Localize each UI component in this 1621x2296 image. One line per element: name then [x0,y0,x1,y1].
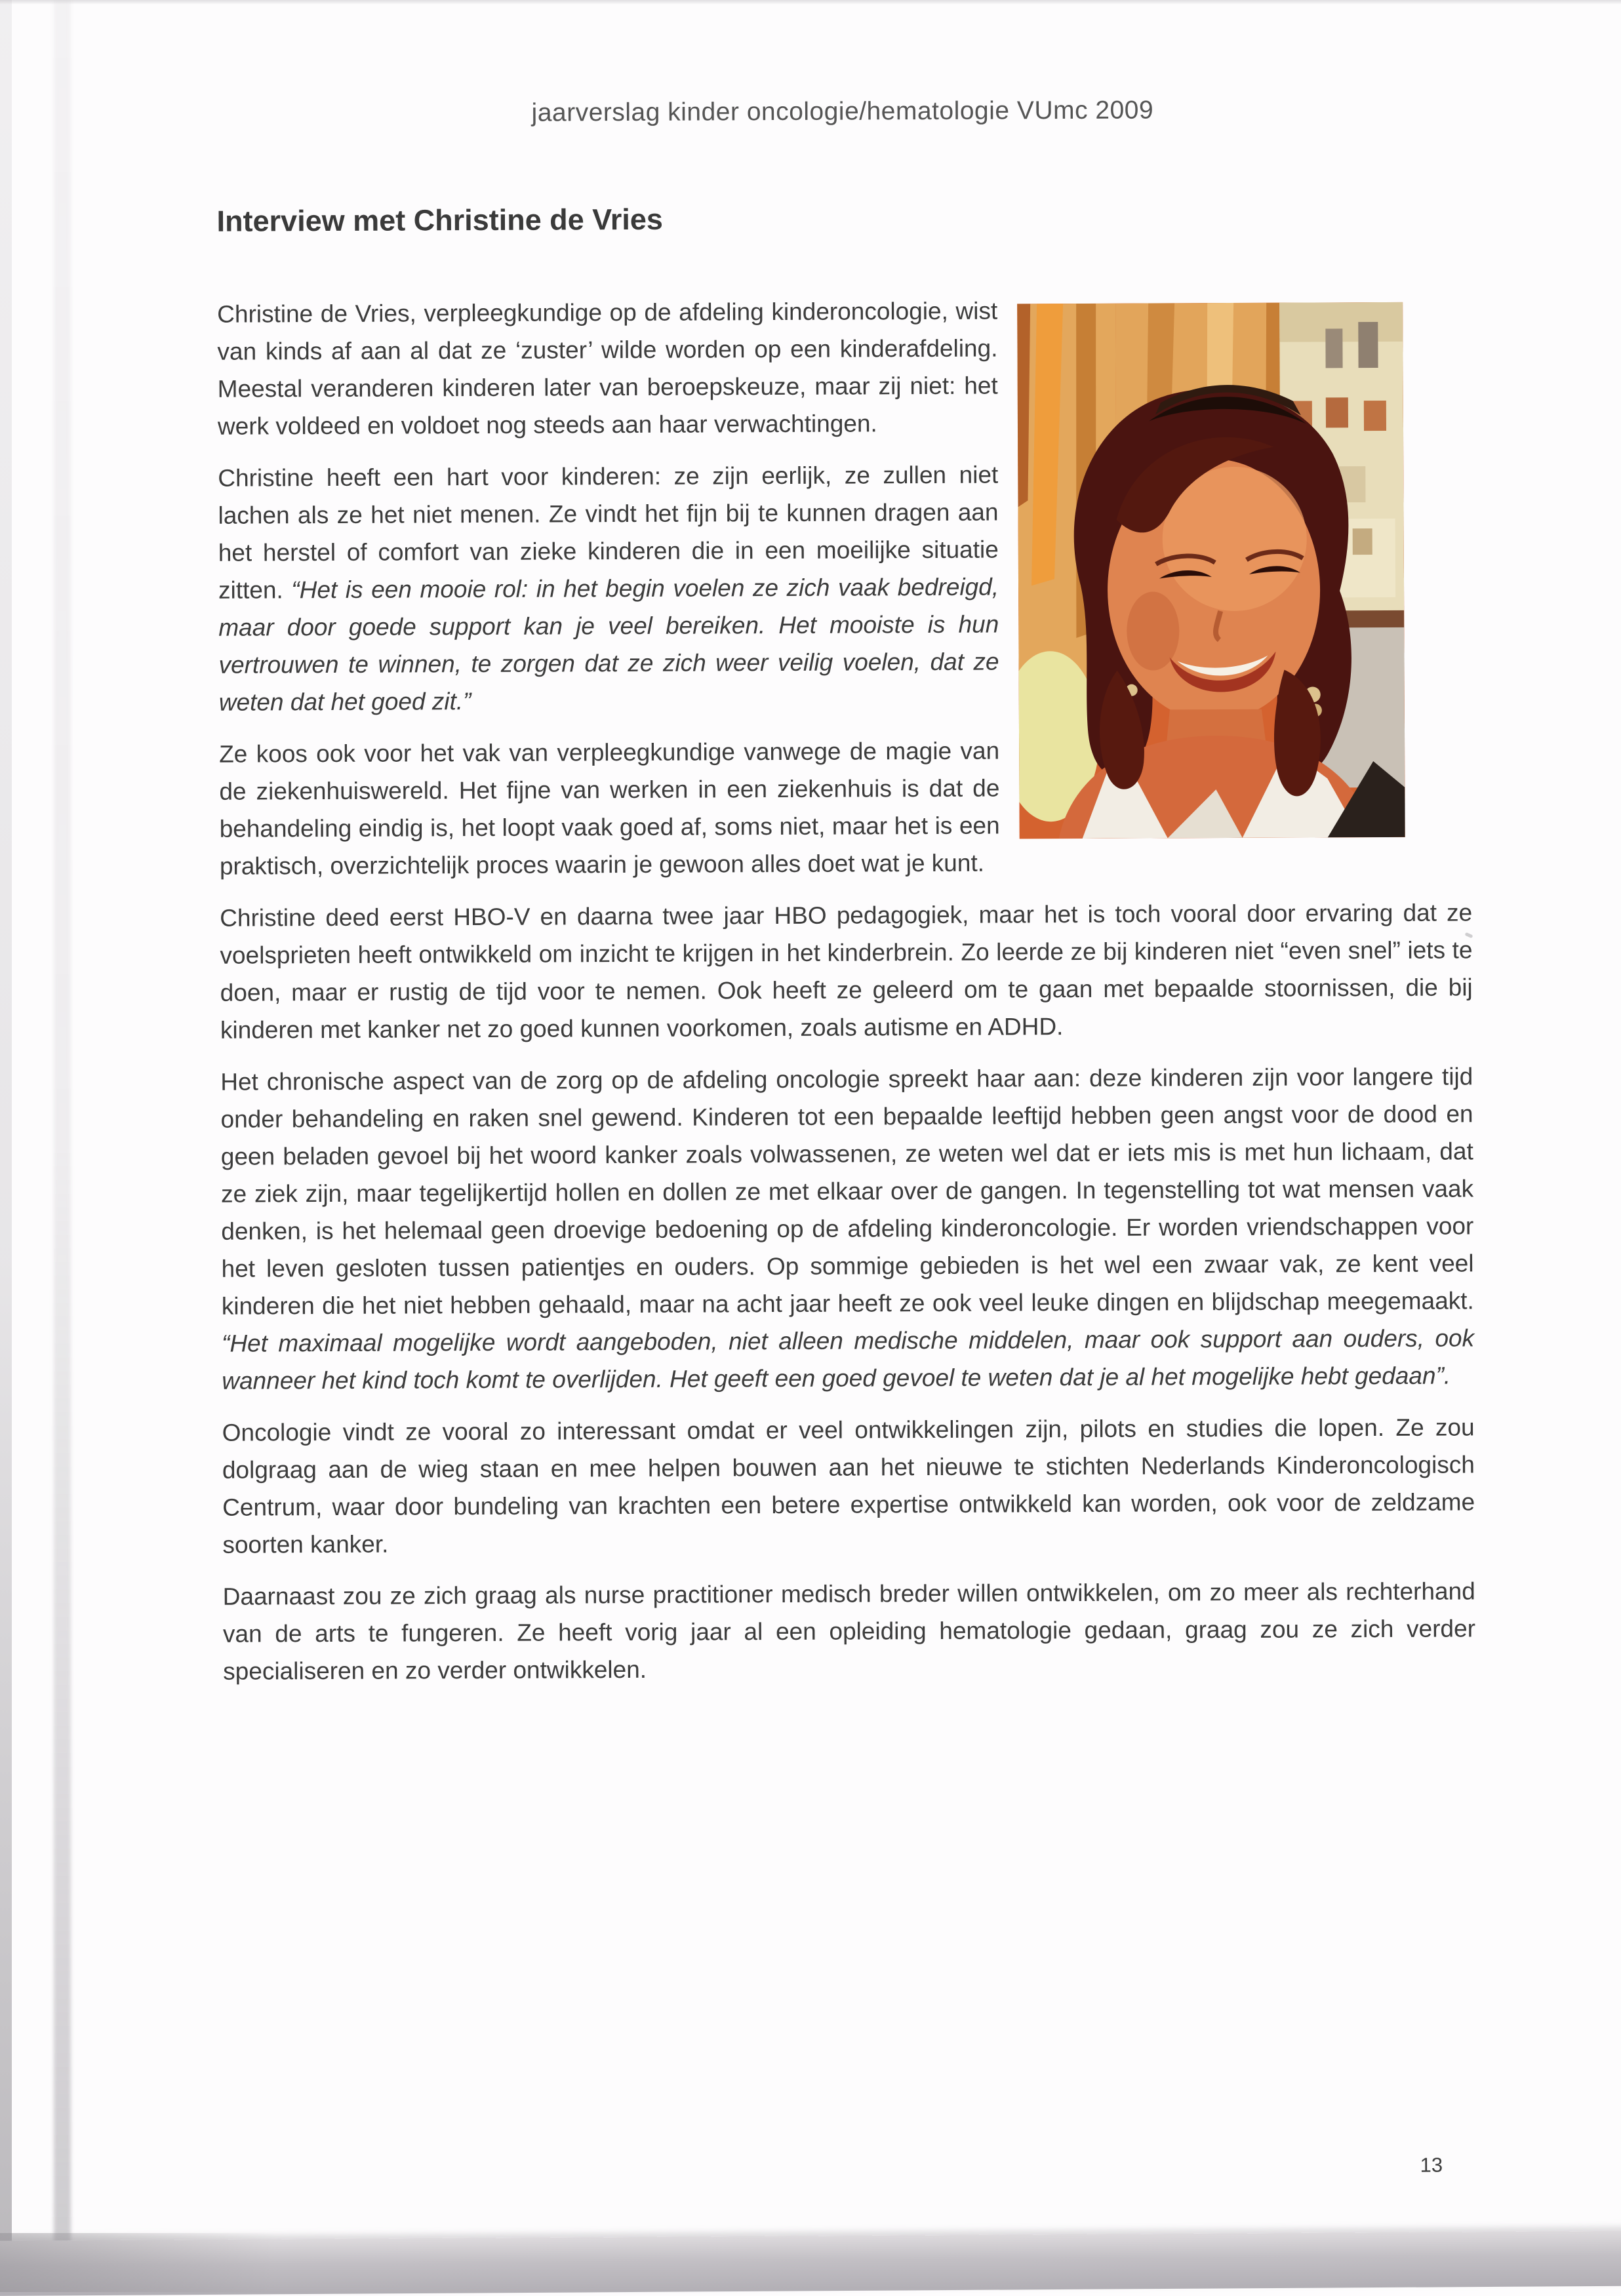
article-body [217,290,1475,1690]
body-text: Christine deed eerst HBO-V en daarna twee jaar HBO pedagogiek, maar het is toch vooral door ervaring dat ze voelsprieten heeft ontwikkeld om inzicht te krijgen in het kinderbrein. Zo leerde ze bij kinderen niet “even snel” iets te doen, maar er rustig de tijd voor te nemen. Ook heeft ze geleerd om te gaan met bepaalde stoornissen, die bij kinderen met kanker net zo goed kunnen voorkomen, zoals autisme en ADHD. [220,899,1473,1044]
paragraph [220,894,1473,1048]
page-title: Interview met Christine de Vries [216,202,663,238]
body-text: Christine de Vries, verpleegkundige op de afdeling kinderoncologie, wist van kinds af aan al dat ze ‘zuster’ wilde worden op een kinderafdeling. Meestal veranderen kinderen later van beroepskeuze, maar zij niet: het werk voldeed en voldoet nog steeds aan haar verwachtingen. [217,297,998,440]
page-number: 13 [1420,2153,1443,2177]
paragraph [223,1572,1476,1690]
quote-text: “Het is een mooie rol: in het begin voelen ze zich vaak bedreigd, maar door goede support kan je veel bereiken. Het mooiste is hun vertrouwen te winnen, te zorgen dat ze zich weer veilig voelen, dat ze weten dat het goed zit.” [218,573,999,716]
report-header: jaarverslag kinder oncologie/hematologie VUmc 2009 [531,96,1154,127]
portrait-photo [1017,302,1405,839]
body-text: Oncologie vindt ze vooral zo interessant omdat er veel ontwikkelingen zijn, pilots en studies die lopen. Ze zou dolgraag aan de wieg staan en mee helpen bouwen aan het nieuwe te stichten Nederlands Kinderoncologisch Centrum, waar door bundeling van krachten een betere expertise ontwikkeld kan worden, ook voor de zeldzame soorten kanker. [222,1414,1475,1558]
paragraph [222,1408,1475,1563]
body-text: Het chronische aspect van de zorg op de afdeling oncologie spreekt haar aan: deze kinderen zijn voor langere tijd onder behandeling en raken snel gewend. Kinderen tot een bepaalde leeftijd hebben geen angst voor de dood en geen beladen gevoel bij het woord kanker zoals volwassenen, ze weten wel dat er iets mis is met hun lichaam, dat ze ziek zijn, maar tegelijkertijd hollen en dollen ze met elkaar over de gangen. In tegenstelling tot wat mensen vaak denken, is het helemaal geen droevige bedoening op de afdeling kinderoncologie. Er worden vriendschappen voor het leven gesloten tussen patientjes en ouders. Op sommige gebieden is het wel een zwaar vak, ze kent veel kinderen die het niet hebben gehaald, maar na acht jaar heeft ze ook veel leuke dingen en blijdschap meegemaakt. [220,1063,1474,1320]
body-text: Daarnaast zou ze zich graag als nurse practitioner medisch breder willen ontwikkelen, om zo meer als rechterhand van de arts te fungeren. Ze heeft vorig jaar al een opleiding hematologie gedaan, graag zou ze zich verder specialiseren en zo verder ontwikkelen. [222,1577,1476,1685]
paragraph [220,1058,1474,1399]
body-text: Christine heeft een hart voor kinderen: ze zijn eerlijk, ze zullen niet lachen als ze het niet menen. Ze vindt het fijn bij te kunnen dragen aan het herstel of comfort van zieke kinderen die in een moeilijke situatie zitten. [218,461,999,604]
quote-text: “Het maximaal mogelijke wordt aangeboden, niet alleen medische middelen, maar ook support aan ouders, ook wanneer het kind toch komt te overlijden. Het geeft een goed gevoel te weten dat je al het mogelijke hebt gedaan”. [221,1324,1475,1395]
body-text: Ze koos ook voor het vak van verpleegkundige vanwege de magie van de ziekenhuiswereld. Het fijne van werken in een ziekenhuis is dat de behandeling eindig is, het loopt vaak goed af, soms niet, maar het is een praktisch, overzichtelijk proces waarin je gewoon alles doet wat je kunt. [219,737,1000,880]
